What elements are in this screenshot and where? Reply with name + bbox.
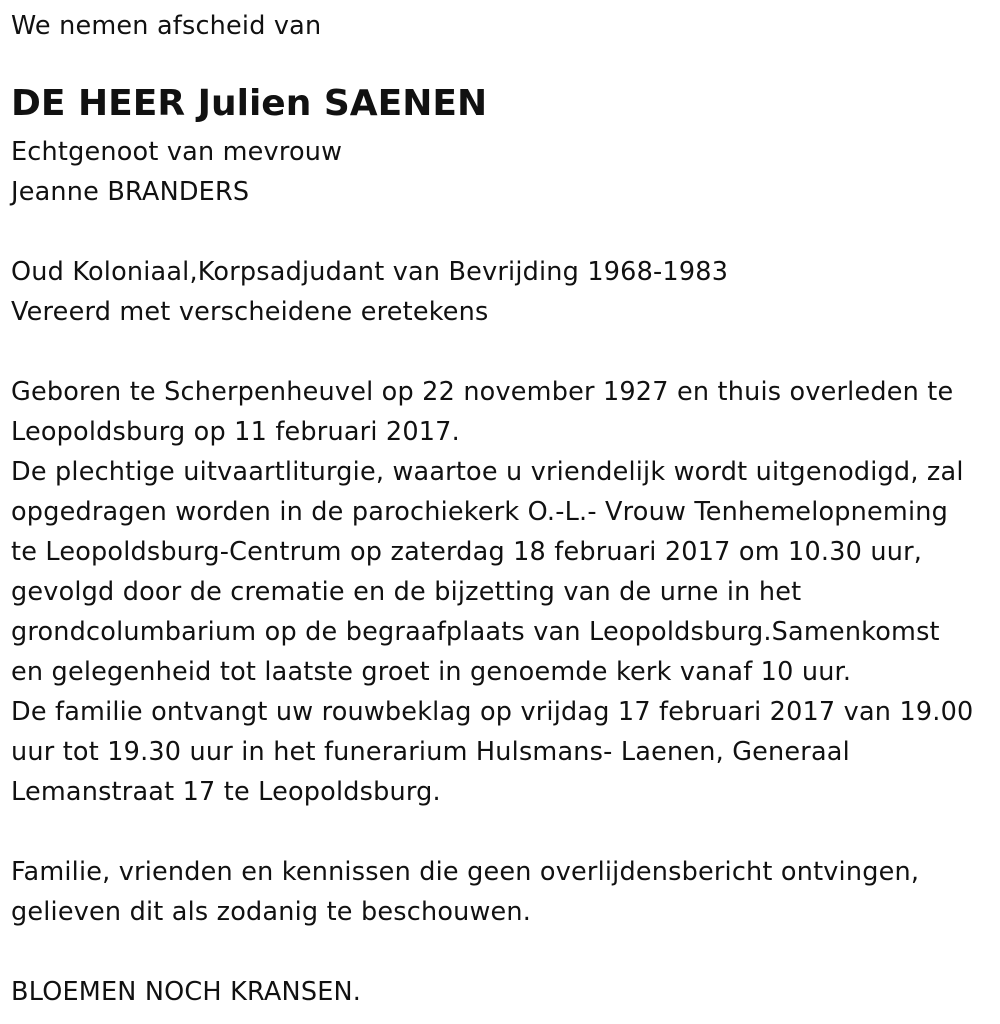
spacer — [11, 812, 986, 852]
body-line: en gelegenheid tot laatste groet in genoemde kerk vanaf 10 uur. — [11, 657, 852, 687]
body-line: gevolgd door de crematie en de bijzetting van de urne in het — [11, 577, 802, 607]
body-line: grondcolumbarium op de begraafplaats van Leopoldsburg.Samenkomst — [11, 617, 940, 647]
intro-line: We nemen afscheid van — [11, 11, 322, 41]
spacer — [11, 332, 986, 372]
closing-line: BLOEMEN NOCH KRANSEN. — [11, 977, 362, 1007]
body-line: opgedragen worden in de parochiekerk O.-L.- Vrouw Tenhemelopneming — [11, 497, 948, 527]
notice-line: Familie, vrienden en kennissen die geen overlijdensbericht ontvingen, — [11, 857, 920, 887]
spouse-line: Echtgenoot van mevrouw — [11, 137, 343, 167]
body-line: Leopoldsburg op 11 februari 2017. — [11, 417, 460, 447]
body-line: Lemanstraat 17 te Leopoldsburg. — [11, 777, 441, 807]
spacer — [11, 212, 986, 252]
spacer — [11, 932, 986, 972]
spouse-name: Jeanne BRANDERS — [11, 177, 250, 207]
obituary-text — [11, 6, 986, 1012]
notice-line: gelieven dit als zodanig te beschouwen. — [11, 897, 532, 927]
deceased-name: DE HEER Julien SAENEN — [11, 83, 488, 124]
body-line: te Leopoldsburg-Centrum op zaterdag 18 februari 2017 om 10.30 uur, — [11, 537, 923, 567]
title-line: Oud Koloniaal,Korpsadjudant van Bevrijding 1968-1983 — [11, 257, 729, 287]
body-line: uur tot 19.30 uur in het funerarium Hulsmans- Laenen, Generaal — [11, 737, 850, 767]
body-line: De plechtige uitvaartliturgie, waartoe u vriendelijk wordt uitgenodigd, zal — [11, 457, 964, 487]
body-line: Geboren te Scherpenheuvel op 22 november 1927 en thuis overleden te — [11, 377, 954, 407]
honors-line: Vereerd met verscheidene eretekens — [11, 297, 489, 327]
body-line: De familie ontvangt uw rouwbeklag op vrijdag 17 februari 2017 van 19.00 — [11, 697, 974, 727]
